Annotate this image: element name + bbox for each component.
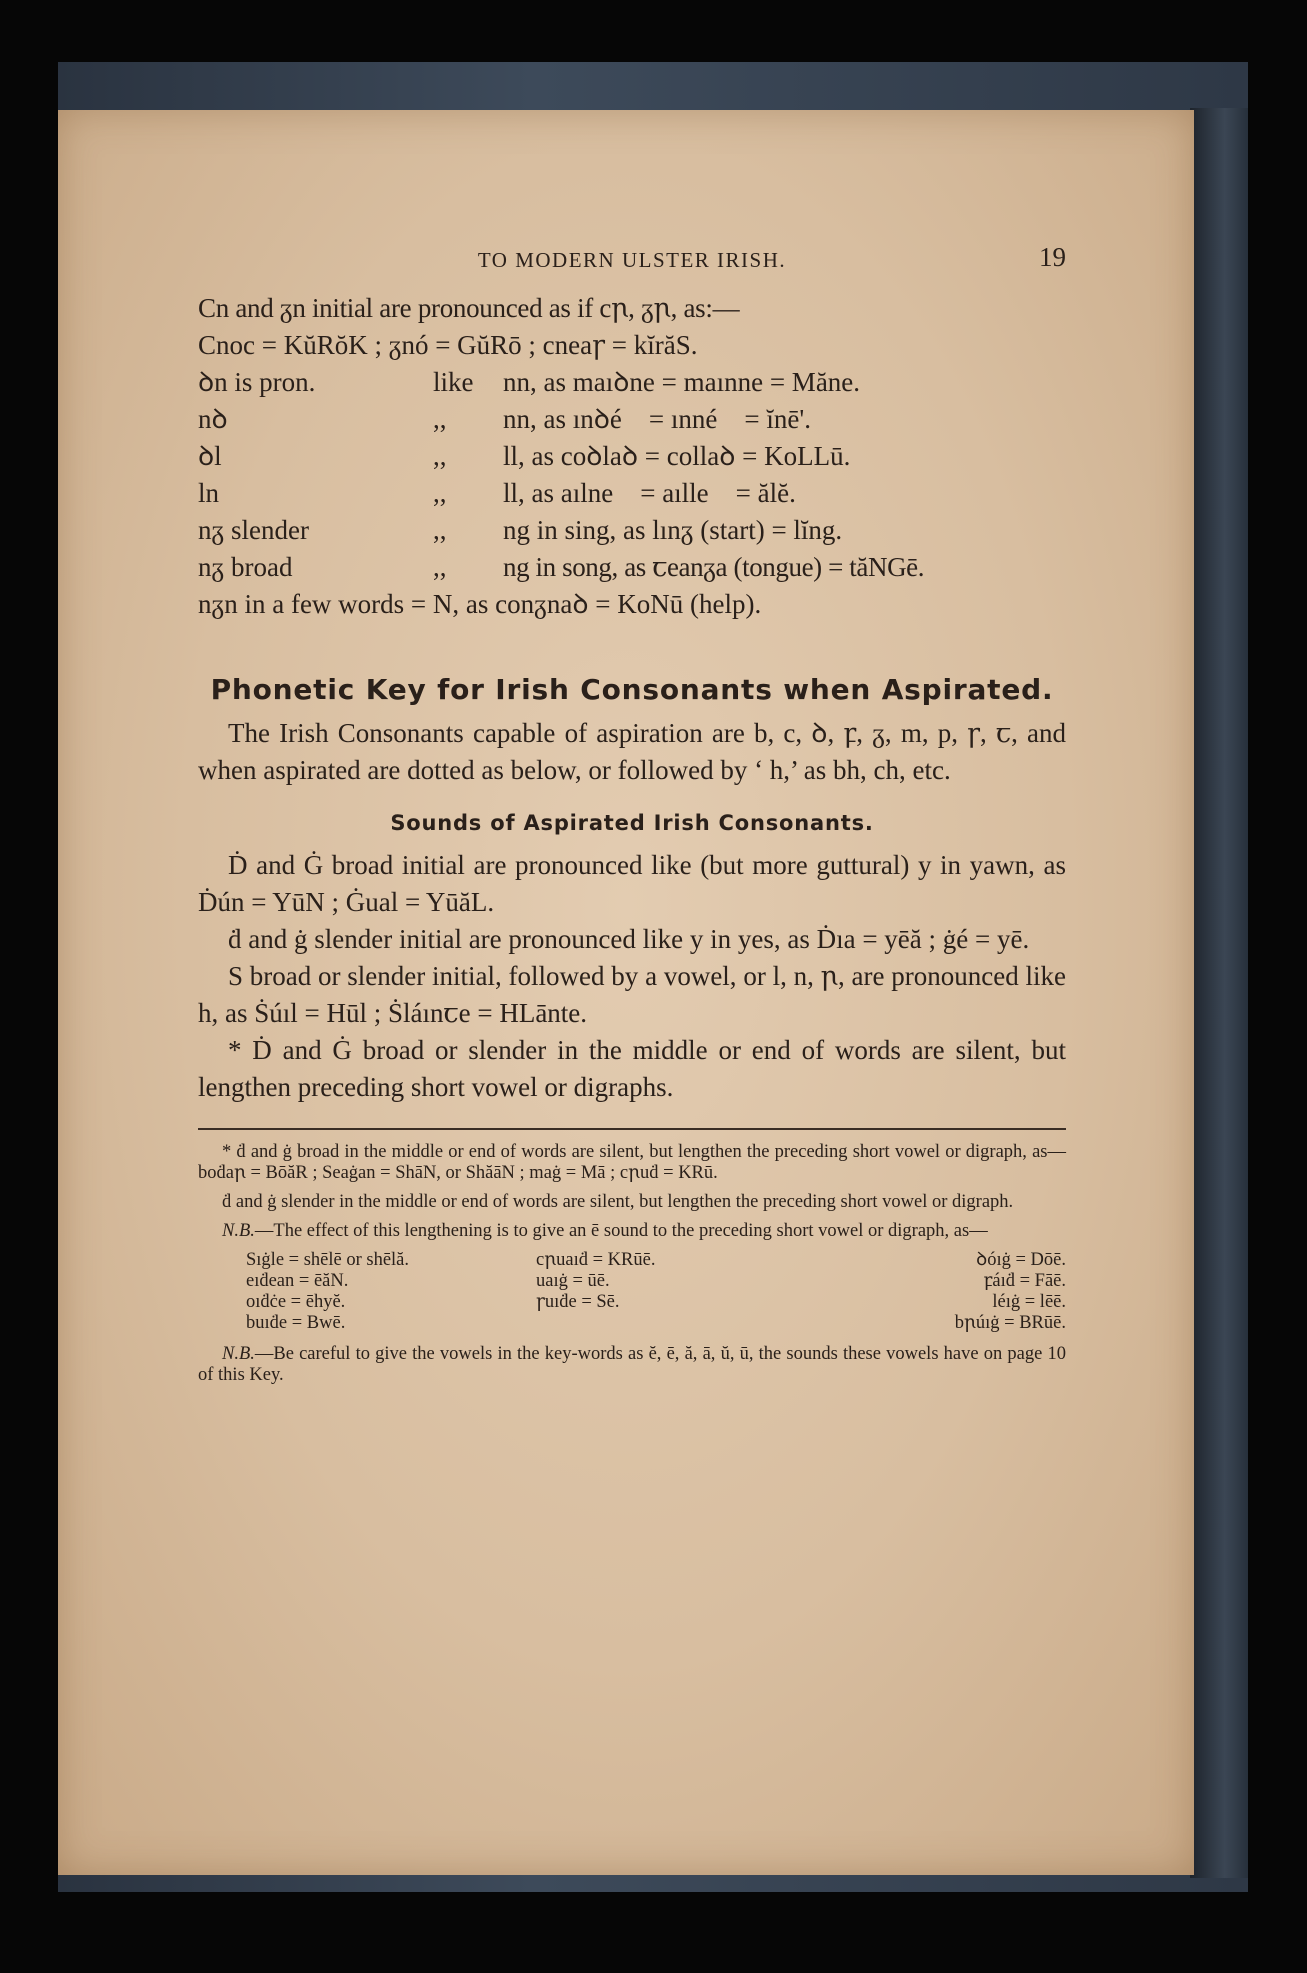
running-title: TO MODERN ULSTER IRISH. — [477, 248, 787, 272]
consonant-row — [198, 364, 1066, 401]
consonant-cell: ,, — [433, 478, 447, 508]
intro-line: Cnoc = KŭRŏK ; ᵹnó = GŭRō ; cneaꞅ = kĭrăS. — [198, 330, 698, 360]
intro-line: Cn and ᵹn initial are pronounced as if cꞃ, ᵹꞃ, as:— — [198, 293, 740, 323]
page-content — [198, 240, 1066, 1394]
example-item: bꞃúıġ = BRūē. — [954, 1313, 1066, 1333]
consonant-row — [198, 475, 1066, 512]
subsection-title: Sounds of Aspirated Irish Consonants. — [390, 811, 874, 835]
consonant-row — [198, 549, 1066, 586]
example-item: ꝺóıġ = Dōē. — [976, 1250, 1066, 1270]
consonant-row — [198, 401, 1066, 438]
consonant-cell: ꝺl — [198, 441, 222, 471]
rule-paragraph: S broad or slender initial, followed by a vowel, or l, n, ꞃ, are pronounced like h, as Ṡúıl = Hūl ; Ṡláınꞇe = HLānte. — [198, 961, 1066, 1028]
consonant-cell: nᵹ broad — [198, 552, 293, 582]
example-item: eıḋean = ēăN. — [246, 1271, 349, 1291]
consonant-cell: ng in sing, as lınᵹ (start) = lĭng. — [503, 515, 843, 545]
consonant-cell: ,, — [433, 404, 447, 434]
footnote-divider — [198, 1128, 1066, 1130]
page-number: 19 — [1039, 242, 1066, 272]
nb-label: N.B. — [222, 1344, 255, 1364]
book-cover-edge — [1190, 108, 1248, 1878]
consonant-row — [198, 438, 1066, 475]
example-item: uaıġ = ūē. — [536, 1271, 610, 1291]
example-item: oıḋċe = ēhyĕ. — [246, 1292, 346, 1312]
running-head — [198, 240, 1066, 280]
example-item: Sıġle = shēlē or shēlă. — [246, 1250, 410, 1270]
consonant-cell: ng in song, as ꞇeanᵹa (tongue) = tăNGē. — [503, 552, 925, 582]
nb-label: N.B. — [222, 1221, 255, 1241]
nb-note — [198, 1344, 1066, 1386]
example-item — [536, 1313, 826, 1334]
example-item: ꝼáıḋ = Fāē. — [983, 1271, 1066, 1291]
consonant-cell: ,, — [433, 441, 447, 471]
section-intro: The Irish Consonants capable of aspiration are b, c, ꝺ, ꝼ, ᵹ, m, p, ꞅ, ꞇ, and when aspirated are dotted as below, or followed by ‘ h,’ as bh, ch, etc. — [198, 718, 1066, 785]
example-item: ꞅuıḋe = Sē. — [536, 1292, 620, 1312]
example-item: cꞃuaıḋ = KRūē. — [536, 1250, 656, 1270]
consonant-cell: nꝺ — [198, 404, 228, 434]
consonant-row — [198, 512, 1066, 549]
footnote: * ḋ and ġ broad in the middle or end of words are silent, but lengthen the preceding short vowel or digraph, as—boḋaꞃ = BōăR ; Seaġan = ShāN, or ShăāN ; maġ = Mā ; cꞃuḋ = KRū. — [198, 1142, 1066, 1183]
consonant-cell: ll, as coꝺlaꝺ = collaꝺ = KoLLū. — [503, 441, 851, 471]
consonant-cell: ,, — [433, 515, 447, 545]
consonant-cell: nn, as ınꝺé = ınné = ĭnē'. — [503, 404, 811, 434]
ngn-line: nᵹn in a few words = N, as conᵹnaꝺ = KoNū (help). — [198, 589, 762, 619]
example-item: léıġ = lēē. — [992, 1292, 1066, 1312]
rule-paragraph: Ḋ and Ġ broad initial are pronounced like (but more guttural) y in yawn, as Ḋún = YūN ; Ġual = YūăL. — [198, 850, 1066, 917]
consonant-table — [198, 364, 1066, 586]
consonant-cell: ln — [198, 478, 220, 508]
rule-paragraph: ḋ and ġ slender initial are pronounced like y in yes, as Ḋıa = yēă ; ġé = yē. — [228, 924, 1030, 954]
consonant-cell: ꝺn is pron. — [198, 367, 316, 397]
nb-text: —The effect of this lengthening is to give an ē sound to the preceding short vowel or digraph, as— — [254, 1221, 988, 1241]
consonant-cell: ,, — [433, 552, 447, 582]
consonant-cell: nᵹ slender — [198, 515, 309, 545]
consonant-cell: like — [433, 367, 474, 397]
nb-note — [198, 1221, 1066, 1242]
section-title: Phonetic Key for Irish Consonants when Aspirated. — [210, 673, 1054, 706]
example-item: buıḋe = Bwē. — [246, 1313, 346, 1333]
book-page — [58, 110, 1194, 1875]
rule-paragraph: * Ḋ and Ġ broad or slender in the middle or end of words are silent, but lengthen preceding short vowel or digraphs. — [198, 1035, 1066, 1102]
footnote: ḋ and ġ slender in the middle or end of words are silent, but lengthen the preceding short vowel or digraph. — [222, 1192, 1014, 1212]
consonant-cell: ll, as aılne = aılle = ălĕ. — [503, 478, 796, 508]
examples-grid — [246, 1250, 1066, 1334]
nb-text: —Be careful to give the vowels in the key-words as ĕ, ē, ă, ā, ŭ, ū, the sounds these vowels have on page 10 of this Key. — [198, 1344, 1066, 1385]
consonant-cell: nn, as maıꝺne = maınne = Măne. — [503, 367, 861, 397]
